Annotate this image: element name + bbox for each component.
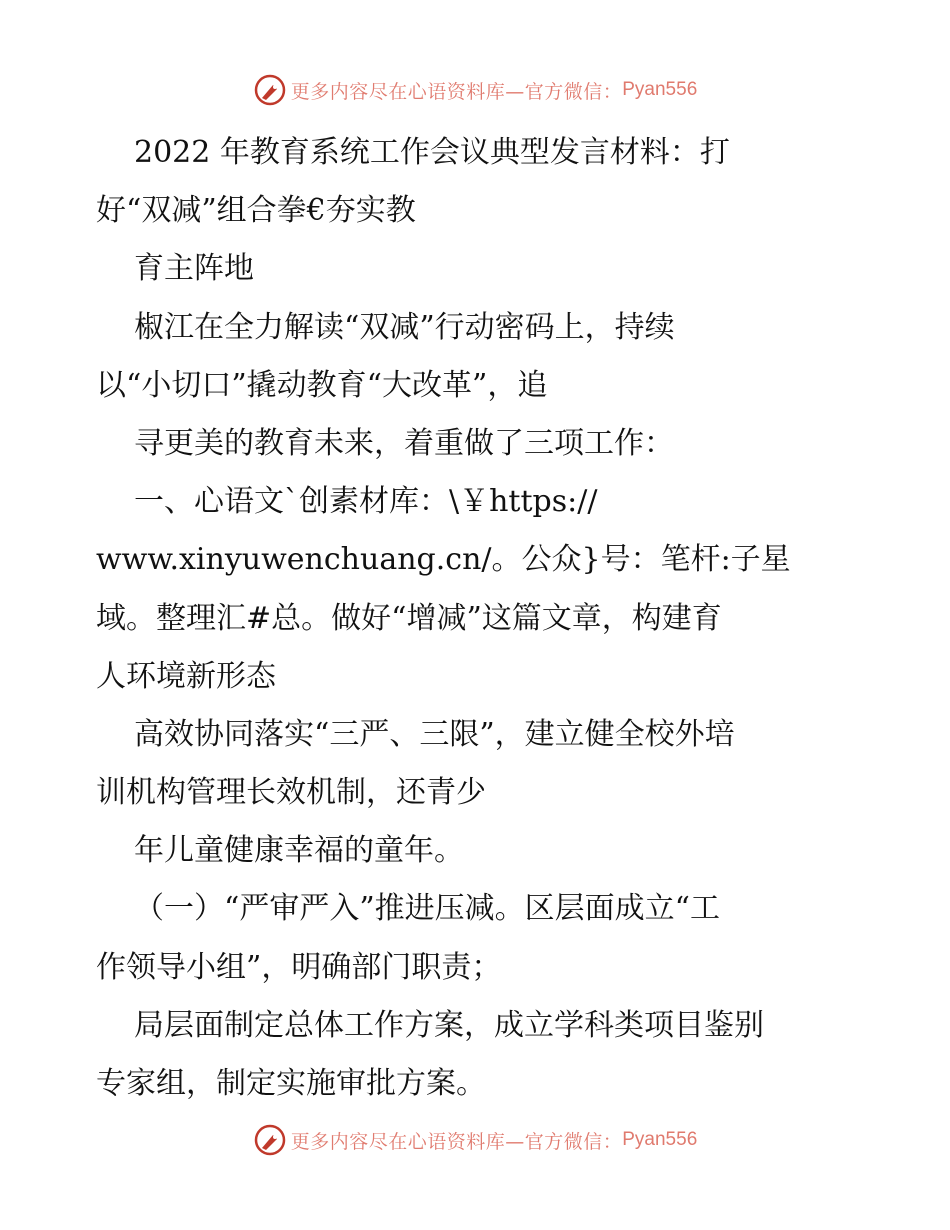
watermark-footer xyxy=(0,1120,950,1160)
text-line: 好“双减”组合拳€夯实教 xyxy=(96,193,416,229)
text-line: 2022 年教育系统工作会议典型发言材料：打 xyxy=(134,135,730,170)
text-line: 育主阵地 xyxy=(134,251,254,287)
pen-nib-logo-icon xyxy=(253,73,287,107)
text-line: 训机构管理长效机制，还青少 xyxy=(96,775,486,811)
watermark-wechat-id: Pyan556 xyxy=(622,79,698,100)
watermark-text: 更多内容尽在心语资料库—官方微信： xyxy=(290,80,623,103)
watermark-header xyxy=(0,70,950,110)
watermark-wechat-id: Pyan556 xyxy=(622,1129,698,1150)
text-line: 寻更美的教育未来，着重做了三项工作： xyxy=(134,425,674,461)
text-line: 椒江在全力解读“双减”行动密码上，持续 xyxy=(134,309,675,345)
document-body xyxy=(96,124,856,1113)
watermark-text: 更多内容尽在心语资料库—官方微信： xyxy=(290,1130,623,1153)
text-line: 高效协同落实“三严、三限”，建立健全校外培 xyxy=(134,716,735,752)
text-line: 人环境新形态 xyxy=(96,658,276,694)
text-line: 域。整理汇#总。做好“增减”这篇文章，构建育 xyxy=(96,600,722,636)
text-line: www.xinyuwenchuang.cn/。公众}号：笔杆:子星 xyxy=(96,542,791,578)
text-line: 局层面制定总体工作方案，成立学科类项目鉴别 xyxy=(134,1007,764,1043)
text-line: 一、心语文ˋ创素材库：\￥https:// xyxy=(134,484,598,520)
text-line: 年儿童健康幸福的童年。 xyxy=(134,833,464,869)
text-line: 以“小切口”撬动教育“大改革”，追 xyxy=(96,367,548,403)
text-line: （一）“严审严入”推进压减。区层面成立“工 xyxy=(134,891,721,927)
text-line: 作领导小组”，明确部门职责； xyxy=(96,949,502,985)
pen-nib-logo-icon xyxy=(253,1123,287,1157)
text-line: 专家组，制定实施审批方案。 xyxy=(96,1066,486,1101)
